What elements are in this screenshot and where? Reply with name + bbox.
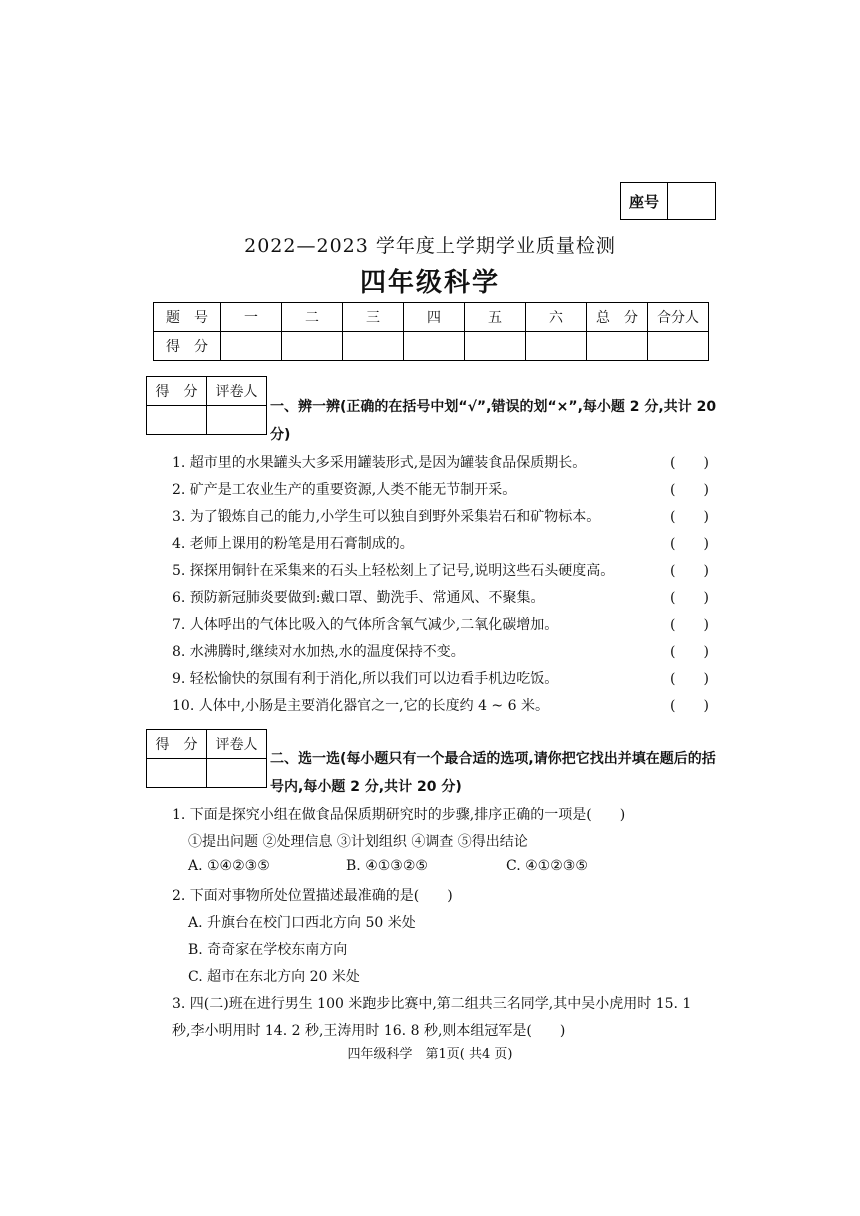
answer-paren[interactable]: ( ) — [670, 509, 709, 525]
answer-paren[interactable]: ( ) — [670, 482, 709, 498]
question-item: 4. 老师上课用的粉笔是用石膏制成的。 — [172, 536, 414, 552]
answer-paren[interactable]: ( ) — [670, 590, 709, 606]
answer-paren[interactable]: ( ) — [670, 563, 709, 579]
seat-number-box — [620, 182, 716, 220]
score-table-cell: 得 分 — [154, 332, 221, 361]
exam-subtitle: 2022—2023 学年度上学期学业质量检测 — [244, 235, 616, 257]
option-b[interactable]: B. 奇奇家在学校东南方向 — [188, 942, 348, 958]
score-table-cell: 六 — [526, 303, 587, 332]
section-1-heading: 一、辨一辨(正确的在括号中划“√”,错误的划“×”,每小题 2 分,共计 20 分) — [270, 399, 717, 443]
answer-paren[interactable]: ( ) — [670, 536, 709, 552]
grader-score-label: 得 分 — [147, 377, 207, 406]
score-input-cell[interactable] — [526, 332, 587, 361]
score-table-score-row — [154, 332, 709, 361]
question-item: 6. 预防新冠肺炎要做到:戴口罩、勤洗手、常通风、不聚集。 — [172, 590, 545, 606]
score-table-cell: 五 — [465, 303, 526, 332]
grader-name-label: 评卷人 — [207, 730, 267, 759]
question-item: 9. 轻松愉快的氛围有利于消化,所以我们可以边看手机边吃饭。 — [172, 671, 559, 687]
grader-name-label: 评卷人 — [207, 377, 267, 406]
answer-paren[interactable]: ( ) — [670, 455, 709, 471]
score-input-cell[interactable] — [343, 332, 404, 361]
score-table-cell: 二 — [282, 303, 343, 332]
grader-score-label: 得 分 — [147, 730, 207, 759]
grader-name-field[interactable] — [207, 759, 267, 788]
score-input-cell[interactable] — [282, 332, 343, 361]
score-table — [153, 302, 709, 361]
answer-paren[interactable]: ( ) — [670, 698, 709, 714]
grader-name-field[interactable] — [207, 406, 267, 435]
grader-score-field[interactable] — [147, 759, 207, 788]
score-table-cell: 总 分 — [587, 303, 648, 332]
section-2-heading: 二、选一选(每小题只有一个最合适的选项,请你把它找出并填在题后的括号内,每小题 2 分,共计 20 分) — [270, 751, 716, 795]
question-item: 7. 人体呼出的气体比吸入的气体所含氧气减少,二氧化碳增加。 — [172, 617, 559, 633]
question-stem: 2. 下面对事物所处位置描述最准确的是( ) — [172, 888, 453, 904]
score-input-cell[interactable] — [587, 332, 648, 361]
score-input-cell[interactable] — [465, 332, 526, 361]
answer-paren[interactable]: ( ) — [670, 671, 709, 687]
option-a[interactable]: A. 升旗台在校门口西北方向 50 米处 — [188, 915, 416, 931]
question-item: 2. 矿产是工农业生产的重要资源,人类不能无节制开采。 — [172, 482, 517, 498]
score-table-header-row — [154, 303, 709, 332]
seat-number-field[interactable] — [668, 183, 715, 219]
question-item: 3. 为了锻炼自己的能力,小学生可以独自到野外采集岩石和矿物标本。 — [172, 509, 601, 525]
question-item: 1. 超市里的水果罐头大多采用罐装形式,是因为罐装食品保质期长。 — [172, 455, 587, 471]
option-b[interactable]: B. ④①③②⑤ — [346, 858, 428, 874]
option-c[interactable]: C. 超市在东北方向 20 米处 — [188, 969, 360, 985]
grader-box — [146, 376, 267, 435]
question-stem-continued: 秒,李小明用时 14. 2 秒,王涛用时 16. 8 秒,则本组冠军是( ) — [172, 1023, 566, 1039]
question-item: 10. 人体中,小肠是主要消化器官之一,它的长度约 4 ~ 6 米。 — [172, 698, 549, 714]
question-item: 8. 水沸腾时,继续对水加热,水的温度保持不变。 — [172, 644, 465, 660]
question-stem: 3. 四(二)班在进行男生 100 米跑步比赛中,第二组共三名同学,其中吴小虎用时 15. 1 — [172, 996, 692, 1012]
page-footer: 四年级科学 第1页( 共4 页) — [347, 1047, 513, 1062]
grader-box — [146, 729, 267, 788]
question-item: 5. 探探用铜针在采集来的石头上轻松刻上了记号,说明这些石头硬度高。 — [172, 563, 615, 579]
score-table-cell: 三 — [343, 303, 404, 332]
score-table-cell: 合分人 — [648, 303, 709, 332]
question-stem: 1. 下面是探究小组在做食品保质期研究时的步骤,排序正确的一项是( ) — [172, 807, 626, 823]
seat-number-label: 座号 — [621, 183, 668, 219]
score-table-cell: 一 — [221, 303, 282, 332]
score-input-cell[interactable] — [221, 332, 282, 361]
score-input-cell[interactable] — [648, 332, 709, 361]
exam-title: 四年级科学 — [359, 268, 500, 298]
score-table-cell: 题 号 — [154, 303, 221, 332]
score-table-cell: 四 — [404, 303, 465, 332]
option-a[interactable]: A. ①④②③⑤ — [188, 858, 270, 874]
score-input-cell[interactable] — [404, 332, 465, 361]
grader-score-field[interactable] — [147, 406, 207, 435]
question-steps: ①提出问题 ②处理信息 ③计划组织 ④调查 ⑤得出结论 — [188, 834, 528, 850]
answer-paren[interactable]: ( ) — [670, 644, 709, 660]
answer-paren[interactable]: ( ) — [670, 617, 709, 633]
option-c[interactable]: C. ④①②③⑤ — [506, 858, 588, 874]
